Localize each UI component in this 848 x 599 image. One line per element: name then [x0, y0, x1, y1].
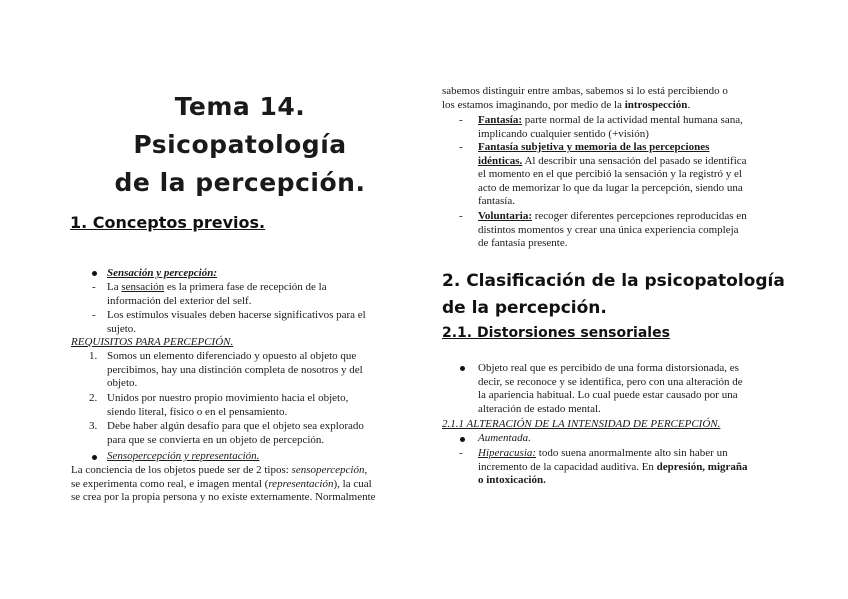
heading-clasificacion-line-2: de la percepción.: [442, 298, 607, 318]
ol-item-2: Unidos por nuestro propio movimiento hacia el objeto, siendo literal, físico o en el pensamiento.: [107, 392, 349, 418]
dash-item-fantasia-subjetiva: Fantasía subjetiva y memoria de las percepciones idénticas. Al describir una sensación del pasado se identifica el momento en el que percibió la sensación y la registró y el acto de memorizar lo que da lugar la percepción, siendo una fantasía.: [478, 141, 747, 208]
title-line-2: de la percepción.: [114, 168, 366, 197]
ol-num-3: 3.: [89, 420, 98, 432]
ol-item-1: Somos un elemento diferenciado y opuesto al objeto que percibimos, hay una distinción completa de nosotros y del objeto.: [107, 350, 363, 390]
heading-distorsiones: 2.1. Distorsiones sensoriales: [442, 325, 670, 341]
page-title: [70, 88, 410, 202]
title-line-1: Tema 14. Psicopatología: [133, 92, 347, 159]
subheading-intensidad: 2.1.1 ALTERACIÓN DE LA INTENSIDAD DE PERCEPCIÓN.: [442, 418, 721, 430]
bullet-dot: [460, 437, 465, 442]
heading-clasificacion: [442, 268, 785, 322]
bullet-dot: [92, 455, 97, 460]
requisitos-heading: REQUISITOS PARA PERCEPCIÓN.: [71, 336, 234, 348]
dash-marker: -: [459, 447, 463, 459]
bullet-dot: [92, 271, 97, 276]
dash-marker: -: [459, 141, 463, 153]
dash-marker: -: [92, 309, 96, 321]
dash-item-fantasia: Fantasía: parte normal de la actividad mental humana sana, implicando cualquier sentido (+visión): [478, 114, 743, 140]
bullet-objeto-real: Objeto real que es percibido de una forma distorsionada, es decir, se reconoce y se identifica, pero con una alteración de la apariencia habitual. Lo cual puede estar causado por una alteración de estado mental.: [478, 362, 743, 415]
bullet-dot: [460, 366, 465, 371]
heading-clasificacion-line-1: 2. Clasificación de la psicopatología: [442, 271, 785, 291]
bullet-sensacion-percepcion: Sensación y percepción:: [107, 267, 217, 279]
ol-item-3: Debe haber algún desafío para que el objeto sea explorado para que se convierta en un objeto de percepción.: [107, 420, 364, 446]
dash-item-estimulos: Los estímulos visuales deben hacerse significativos para el sujeto.: [107, 309, 366, 335]
dash-item-sensacion: La sensación es la primera fase de recepción de la información del exterior del self.: [107, 281, 327, 307]
ol-num-1: 1.: [89, 350, 98, 362]
heading-conceptos-previos: 1. Conceptos previos.: [70, 213, 266, 232]
paragraph-continuation: sabemos distinguir entre ambas, sabemos si lo está percibiendo o los estamos imaginando, por medio de la introspección.: [442, 85, 728, 111]
ol-num-2: 2.: [89, 392, 98, 404]
dash-item-voluntaria: Voluntaria: recoger diferentes percepciones reproducidas en distintos momentos y crear una única experiencia compleja de fantasía presente.: [478, 210, 747, 250]
dash-item-hiperacusia: Hiperacusia: todo suena anormalmente alto sin haber un incremento de la capacidad auditiva. En depresión, migraña o intoxicación.: [478, 447, 748, 487]
dash-marker: -: [92, 281, 96, 293]
bullet-aumentada: Aumentada.: [478, 432, 531, 444]
paragraph-conciencia: La conciencia de los objetos puede ser de 2 tipos: sensopercepción, se experimenta como real, e imagen mental (representación), la cual se crea por la propia persona y no existe externamente. Normalmente: [71, 464, 376, 504]
dash-marker: -: [459, 210, 463, 222]
dash-marker: -: [459, 114, 463, 126]
bullet-sensopercepcion: Sensopercepción y representación.: [107, 450, 260, 462]
